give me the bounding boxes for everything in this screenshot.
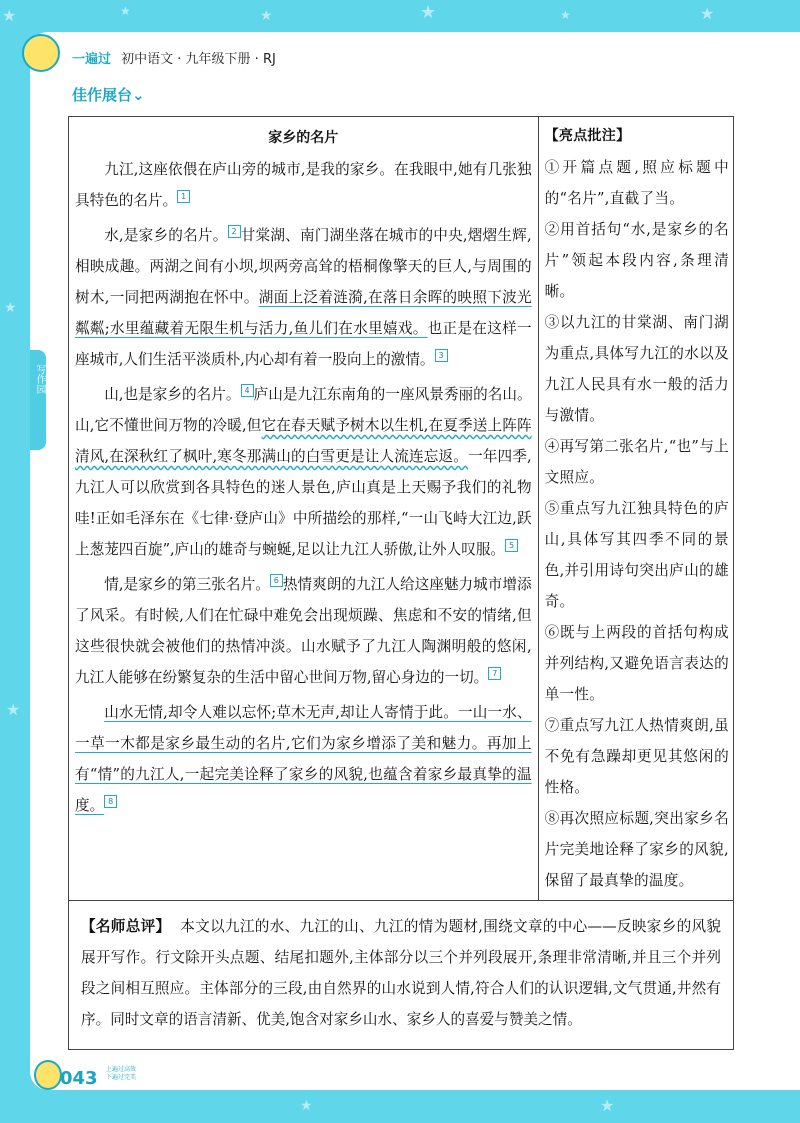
annotation-marker: 8: [104, 795, 117, 808]
annotation-marker: 4: [241, 384, 254, 397]
annotation-marker: 3: [435, 349, 448, 362]
wavy-underlined-sentence: 它在春天赋予树木以生机,在夏季送上阵阵清风,在深秋红了枫叶,寒冬那满山的白雪更是让人流连忘返。: [75, 417, 532, 465]
essay-title: 家乡的名片: [268, 130, 339, 146]
background-stars: ★: [600, 1096, 615, 1115]
background-stars: ★: [300, 1098, 313, 1114]
background-stars: ★: [260, 8, 273, 24]
background-stars: ★: [4, 300, 17, 316]
note-item: ⑥既与上两段的首括句构成并列结构,又避免语言表达的单一性。: [544, 624, 729, 703]
underlined-sentence: 湖面上泛着涟漪,在落日余晖的映照下波光粼粼;水里蕴藏着无限生机与活力,鱼儿们在水里嬉戏。: [75, 289, 532, 337]
essay-paragraph: 水,是家乡的名片。 2 甘棠湖、南门湖坐落在城市的中央,熠熠生辉,相映成趣。两湖之间有小坝,坝两旁高耸的梧桐像擎天的巨人,与周围的树木,一同把两湖抱在怀中。湖面上泛着涟漪,在落日余晖的映照下波光粼粼;水里蕴藏着无限生机与活力,鱼儿们在水里嬉戏。也正是在这样一座城市,人们生活平淡质朴,内心却有着一股向上的激情。 3: [75, 227, 532, 368]
note-item: ⑦重点写九江人热情爽朗,虽不免有急躁却更见其悠闲的性格。: [544, 717, 729, 796]
background-stars: ★: [420, 2, 437, 23]
page-header: [72, 48, 276, 67]
note-item: ⑧再次照应标题,突出家乡名片完美地诠释了家乡的风貌,保留了最真挚的温度。: [544, 810, 729, 889]
annotation-marker: 2: [228, 225, 241, 238]
summary-label: 【名师总评】: [81, 918, 171, 935]
essay-paragraph: 山,也是家乡的名片。 4 庐山是九江东南角的一座风景秀丽的名山。山,它不懂世间万物的冷暖,但它在春天赋予树木以生机,在夏季送上阵阵清风,在深秋红了枫叶,寒冬那满山的白雪更是让人流连忘返。一年四季,九江人可以欣赏到各具特色的迷人景色,庐山真是上天赐予我们的礼物哇!正如毛泽东在《七律·登庐山》中所描绘的那样,“一山飞峙大江边,跃上葱茏四百旋”,庐山的雄奇与蜿蜒,足以让九江人骄傲,让外人叹服。 5: [75, 386, 532, 558]
background-stars: ★: [120, 4, 131, 18]
notes-title: 【亮点批注】: [544, 128, 631, 144]
notes-cell: [538, 117, 733, 901]
essay-cell: [69, 117, 539, 901]
summary-cell: [69, 901, 734, 1050]
book-subject: 初中语文 · 九年级下册 · RJ: [121, 52, 276, 67]
annotation-marker: 6: [270, 574, 283, 587]
note-item: ④再写第二张名片,“也”与上文照应。: [544, 438, 729, 486]
mascot-icon: [22, 34, 60, 72]
essay-paragraph: 九江,这座依偎在庐山旁的城市,是我的家乡。在我眼中,她有几张独具特色的名片。 1: [75, 161, 532, 209]
background-stars: ★: [6, 700, 21, 719]
background-stars: ★: [2, 6, 17, 25]
chevron-down-icon: ⌄: [132, 86, 145, 104]
note-item: ②用首括句“水,是家乡的名片”领起本段内容,条理清晰。: [544, 221, 729, 300]
annotation-marker: 7: [488, 667, 501, 680]
section-title: 佳作展台⌄: [72, 86, 145, 104]
underlined-sentence: 一山一水、一草一木都是家乡最生动的名片,它们为家乡增添了美和魅力。再加上有“情”的九江人,一起完美诠释了家乡的风貌,也蕴含着家乡最真挚的温度。: [75, 704, 532, 814]
mascot-icon: [34, 1060, 62, 1090]
notes-list: [545, 152, 729, 896]
brand-logo: 一遍过: [72, 52, 112, 67]
note-item: ⑤重点写九江独具特色的庐山,具体写其四季不同的景色,并引用诗句突出庐山的雄奇。: [544, 500, 729, 610]
essay-table: [68, 116, 734, 1050]
note-item: ①开篇点题,照应标题中的“名片”,直截了当。: [544, 159, 729, 207]
side-tab-label: 写作园: [34, 364, 45, 394]
background-stars: ★: [560, 8, 571, 22]
background-stars: ★: [700, 4, 715, 23]
footer-tagline: 上遍过高效 下遍过完美: [106, 1066, 137, 1081]
underlined-sentence: 山水无情,却令人难以忘怀;草木无声,却让人寄情于此。: [104, 704, 459, 721]
essay-paragraph: [75, 697, 532, 821]
annotation-marker: 5: [505, 539, 518, 552]
side-tab: [30, 350, 46, 450]
essay-body: [75, 154, 532, 821]
summary-text: 本文以九江的水、九江的山、九江的情为题材,围绕文章的中心——反映家乡的风貌展开写作。行文除开头点题、结尾扣题外,主体部分以三个并列段展开,条理非常清晰,并且三个并列段之间相互照应。主体部分的三段,由自然界的山水说到人情,符合人们的认识逻辑,文气贯通,井然有序。同时文章的语言清新、优美,饱含对家乡山水、家乡人的喜爱与赞美之情。: [81, 918, 721, 1028]
note-item: ③以九江的甘棠湖、南门湖为重点,具体写九江的水以及九江人民具有水一般的活力与激情。: [544, 314, 729, 424]
annotation-marker: 1: [177, 190, 190, 203]
page-number: 043: [60, 1068, 98, 1089]
essay-paragraph: 情,是家乡的第三张名片。 6 热情爽朗的九江人给这座魅力城市增添了风采。有时候,人们在忙碌中难免会出现烦躁、焦虑和不安的情绪,但这些很快就会被他们的热情冲淡。山水赋予了九江人陶渊明般的悠闲,九江人能够在纷繁复杂的生活中留心世间万物,留心身边的一切。 7: [75, 576, 532, 686]
